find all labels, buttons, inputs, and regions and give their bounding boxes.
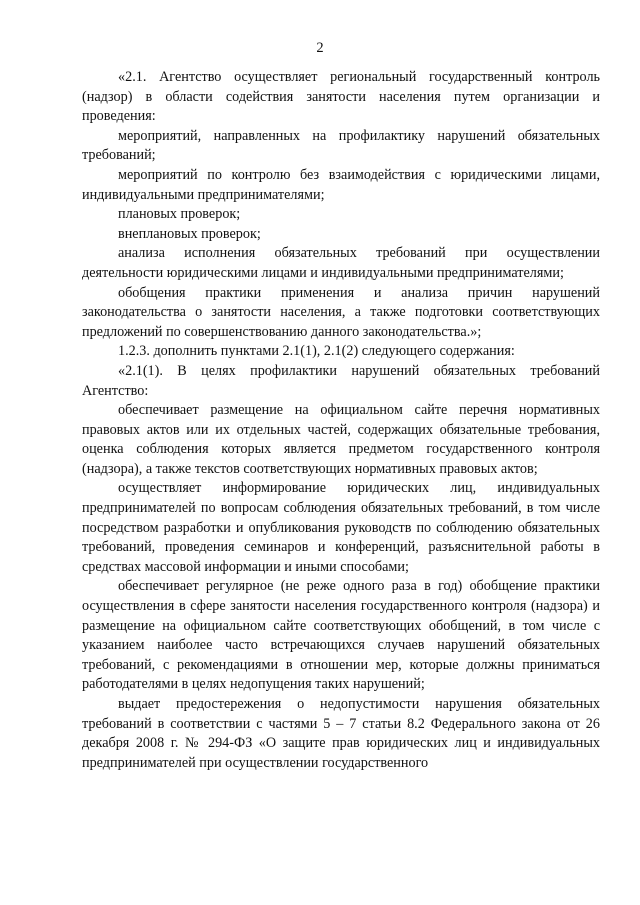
- list-item-informing: осуществляет информирование юридических лиц, индивидуальных предпринимателей по вопросам соблюдения обязательных требований, в том числе посредством разработки и опубликования руководств по соблюдению обязательных требований, проведения семинаров и конференций, разъяснительной работы в средствах массовой информации и иными способами;: [82, 480, 600, 575]
- page-number: 2: [316, 40, 324, 56]
- document-body: [82, 68, 600, 773]
- paragraph-1-2-3: 1.2.3. дополнить пунктами 2.1(1), 2.1(2) следующего содержания:: [118, 343, 515, 360]
- list-item-planned-inspections: плановых проверок;: [118, 206, 241, 223]
- list-item-prevention-measures: мероприятий, направленных на профилактику нарушений обязательных требований;: [82, 127, 600, 164]
- list-item-practice-generalization: обобщения практики применения и анализа причин нарушений законодательства о занятости населения, а также подготовки соответствующих предложений по совершенствованию данного законодательства.»;: [82, 284, 600, 340]
- paragraph-2-1-intro: «2.1. Агентство осуществляет региональный государственный контроль (надзор) в области содействия занятости населения путем организации и проведения:: [82, 69, 600, 125]
- paragraph-2-1-1-intro: «2.1(1). В целях профилактики нарушений обязательных требований Агентство:: [82, 362, 600, 399]
- list-item-unplanned-inspections: внеплановых проверок;: [118, 225, 261, 242]
- list-item-warnings: выдает предостережения о недопустимости нарушения обязательных требований в соответствии с частями 5 – 7 статьи 8.2 Федерального закона от 26 декабря 2008 г. № 294-ФЗ «О защите прав юридических лиц и индивидуальных предпринимателей при осуществлении государственного: [82, 696, 600, 771]
- list-item-control-without-interaction: мероприятий по контролю без взаимодействия с юридическими лицами, индивидуальными предпринимателями;: [82, 166, 600, 203]
- list-item-regular-generalization: обеспечивает регулярное (не реже одного раза в год) обобщение практики осуществления в сфере занятости населения государственного контроля (надзора) и размещение на официальном сайте соответствующих обобщений, в том числе с указанием наиболее часто встречающихся случаев нарушений обязательных требований, с рекомендациями в отношении мер, которые должны приниматься работодателями в целях недопущения таких нарушений;: [82, 578, 600, 693]
- list-item-compliance-analysis: анализа исполнения обязательных требований при осуществлении деятельности юридическими лицами и индивидуальными предпринимателями;: [82, 245, 600, 281]
- list-item-publishes-acts-list: обеспечивает размещение на официальном сайте перечня нормативных правовых актов или их отдельных частей, содержащих обязательные требования, оценка соблюдения которых является предметом государственного контроля (надзора), а также текстов соответствующих нормативных правовых актов;: [82, 402, 600, 477]
